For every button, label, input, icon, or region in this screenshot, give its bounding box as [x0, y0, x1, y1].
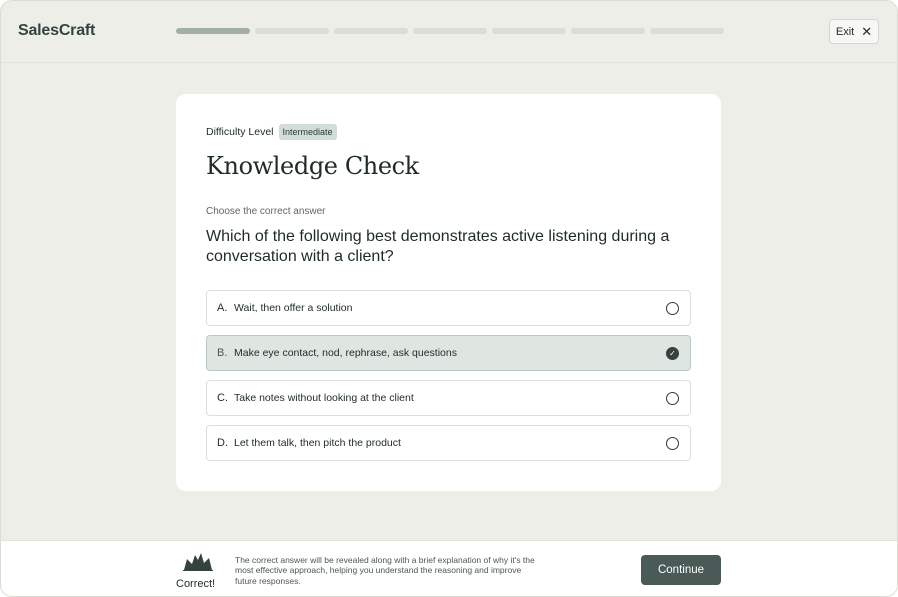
option-a[interactable] [206, 290, 691, 326]
option-letter: D. [217, 437, 228, 449]
exit-button[interactable] [829, 19, 879, 44]
page-title: Knowledge Check [206, 152, 419, 180]
option-text: Take notes without looking at the client [234, 392, 414, 404]
option-d[interactable] [206, 425, 691, 461]
instruction-text: Choose the correct answer [206, 206, 326, 217]
progress-segment [571, 28, 645, 34]
app-logo: SalesCraft [18, 22, 96, 39]
difficulty-row [206, 124, 337, 140]
radio-unchecked-icon[interactable] [666, 437, 679, 450]
progress-segment [492, 28, 566, 34]
top-bar [1, 1, 898, 63]
question-text: Which of the following best demonstrates active listening during a conversation with a client? [206, 228, 670, 265]
option-letter: C. [217, 392, 228, 404]
option-letter: B. [217, 347, 228, 359]
progress-segment [176, 28, 250, 34]
option-text: Wait, then offer a solution [234, 302, 353, 314]
exit-label: Exit [835, 25, 855, 38]
progress-segment [334, 28, 408, 34]
continue-button[interactable]: Continue [641, 555, 721, 585]
option-text: Make eye contact, nod, rephrase, ask questions [234, 347, 457, 359]
crown-icon [183, 551, 213, 571]
progress-segment [413, 28, 487, 34]
radio-unchecked-icon[interactable] [666, 392, 679, 405]
radio-checked-icon[interactable]: ✓ [666, 347, 679, 360]
result-label: Correct! [176, 578, 216, 590]
radio-unchecked-icon[interactable] [666, 302, 679, 315]
option-letter: A. [217, 302, 228, 314]
answer-options [206, 290, 691, 470]
option-c[interactable] [206, 380, 691, 416]
difficulty-badge: Intermediate [279, 124, 337, 140]
progress-segment [255, 28, 329, 34]
feedback-footer [1, 540, 898, 597]
quiz-card [176, 94, 721, 491]
close-icon: ✕ [861, 24, 873, 39]
explanation-text: The correct answer will be revealed along with a brief explanation of why it's the most effective approach, helping you understand the reasoning and improve future responses. [235, 555, 535, 586]
difficulty-label: Difficulty Level [206, 126, 274, 138]
option-text: Let them talk, then pitch the product [234, 437, 401, 449]
progress-segment [650, 28, 724, 34]
option-b[interactable] [206, 335, 691, 371]
progress-bar [176, 28, 724, 34]
